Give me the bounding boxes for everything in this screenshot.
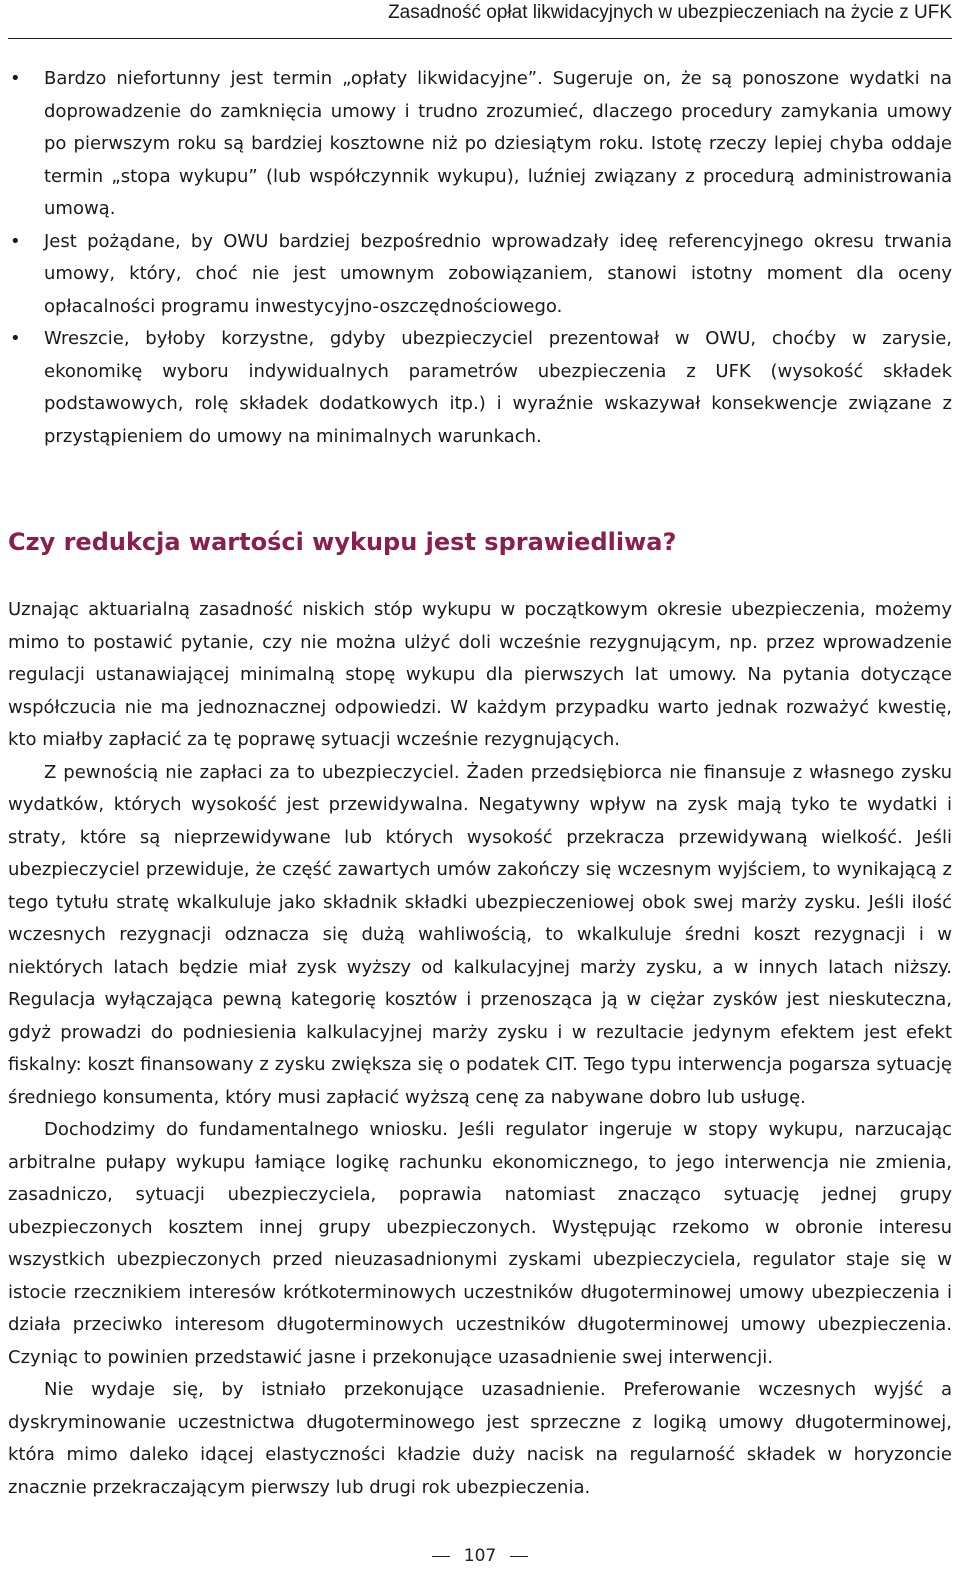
bullet-text: Wreszcie, byłoby korzystne, gdyby ubezpieczyciel prezentował w OWU, choćby w zarysie, ekonomikę wyboru indywidualnych parametrów ubezpieczenia z UFK (wysokość składek podstawowych, rolę składek dodatkowych itp.) i wyraźnie wskazywał konsekwencje związane z przystąpieniem do umowy na minimalnych warunkach.	[44, 328, 952, 447]
section-heading: Czy redukcja wartości wykupu jest sprawiedliwa?	[8, 528, 677, 556]
body-text	[8, 594, 952, 1504]
dash-left	[432, 1556, 450, 1557]
bullet-dot-icon: •	[10, 230, 21, 252]
paragraph: Dochodzimy do fundamentalnego wniosku. Jeśli regulator ingeruje w stopy wykupu, narzucając arbitralne pułapy wykupu łamiące logikę rachunku ekonomicznego, to jego interwencja nie zmienia, zasadniczo, sytuacji ubezpieczyciela, poprawia natomiast znacząco sytuację jednej grupy ubezpieczonych kosztem innej grupy ubezpieczonych. Występując rzekomo w obronie interesu wszystkich ubezpieczonych przed nieuzasadnionymi zyskami ubezpieczyciela, regulator staje się w istocie rzecznikiem interesów krótkoterminowych uczestników długoterminowej umowy ubezpieczenia i działa przeciwko interesom długoterminowych uczestników długoterminowej umowy ubezpieczenia. Czyniąc to powinien przedstawić jasne i przekonujące uzasadnienie swej interwencji.	[8, 1119, 952, 1368]
bullet-item	[8, 323, 952, 453]
paragraph: Z pewnością nie zapłaci za to ubezpieczyciel. Żaden przedsiębiorca nie finansuje z własnego zysku wydatków, których wysokość jest przewidywalna. Negatywny wpływ na zysk mają tyko te wydatki i straty, które są nieprzewidywane lub których wysokość przekracza przewidywaną wielkość. Jeśli ubezpieczyciel przewiduje, że część zawartych umów zakończy się wczesnym wyjściem, to wynikającą z tego tytułu stratę wkalkuluje jako składnik składki ubezpieczeniowej obok swej marży zysku. Jeśli ilość wczesnych rezygnacji odznacza się dużą wahliwością, to wkalkuluje średni koszt rezygnacji i w niektórych latach będzie miał zysk wyższy od kalkulacyjnej marży zysku, a w innych latach niższy. Regulacja wyłączająca pewną kategorię kosztów i przenosząca ją w ciężar zysków jest nieskuteczna, gdyż prowadzi do podniesienia kalkulacyjnej marży zysku i w rezultacie jedynym efektem jest efekt fiskalny: koszt finansowany z zysku zwiększa się o podatek CIT. Tego typu interwencja pogarsza sytuację średniego konsumenta, który musi zapłacić wyższą cenę za nabywane dobro lub usługę.	[8, 761, 952, 1108]
bullet-dot-icon: •	[10, 328, 21, 349]
bullet-text: Bardzo niefortunny jest termin „opłaty likwidacyjne”. Sugeruje on, że są ponoszone wydatki na doprowadzenie do zamknięcia umowy i trudno zrozumieć, dlaczego procedury zamykania umowy po pierwszym roku są bardziej kosztowne niż po dziesiątym roku. Istotę rzeczy lepiej chyba oddaje termin „stopa wykupu” (lub współczynnik wykupu), luźniej związany z procedurą administrowania umową.	[44, 68, 952, 219]
bullet-item	[8, 63, 952, 226]
bullet-dot-icon: •	[10, 68, 21, 89]
bullet-text: Jest pożądane, by OWU bardziej bezpośrednio wprowadzały ideę referencyjnego okresu trwania umowy, który, choć nie jest umownym zobowiązaniem, stanowi istotny moment dla oceny opłacalności programu inwestycyjno-oszczędnościowego.	[44, 230, 952, 317]
page-number: 107	[463, 1546, 497, 1566]
running-title: Zasadność opłat likwidacyjnych w ubezpieczeniach na życie z UFK	[388, 2, 952, 23]
running-header	[8, 0, 952, 39]
paragraph: Uznając aktuarialną zasadność niskich stóp wykupu w początkowym okresie ubezpieczenia, możemy mimo to postawić pytanie, czy nie można ulżyć doli wcześnie rezygnującym, np. przez wprowadzenie regulacji ustanawiającej minimalną stopę wykupu dla pierwszych lat umowy. Na pytania dotyczące współczucia nie ma jednoznacznej odpowiedzi. W każdym przypadku warto jednak rozważyć kwestię, kto miałby zapłacić za tę poprawę sytuacji wcześnie rezygnujących.	[8, 599, 952, 750]
dash-right	[510, 1556, 528, 1557]
page-footer	[0, 1546, 960, 1566]
bullet-item	[8, 226, 952, 324]
bullet-list	[8, 63, 952, 453]
paragraph: Nie wydaje się, by istniało przekonujące uzasadnienie. Preferowanie wczesnych wyjść a dyskryminowanie uczestnictwa długoterminowego jest sprzeczne z logiką umowy długoterminowej, która mimo daleko idącej elastyczności kładzie duży nacisk na regularność składek w horyzoncie znacznie przekraczającym pierwszy lub drugi rok ubezpieczenia.	[8, 1379, 952, 1498]
